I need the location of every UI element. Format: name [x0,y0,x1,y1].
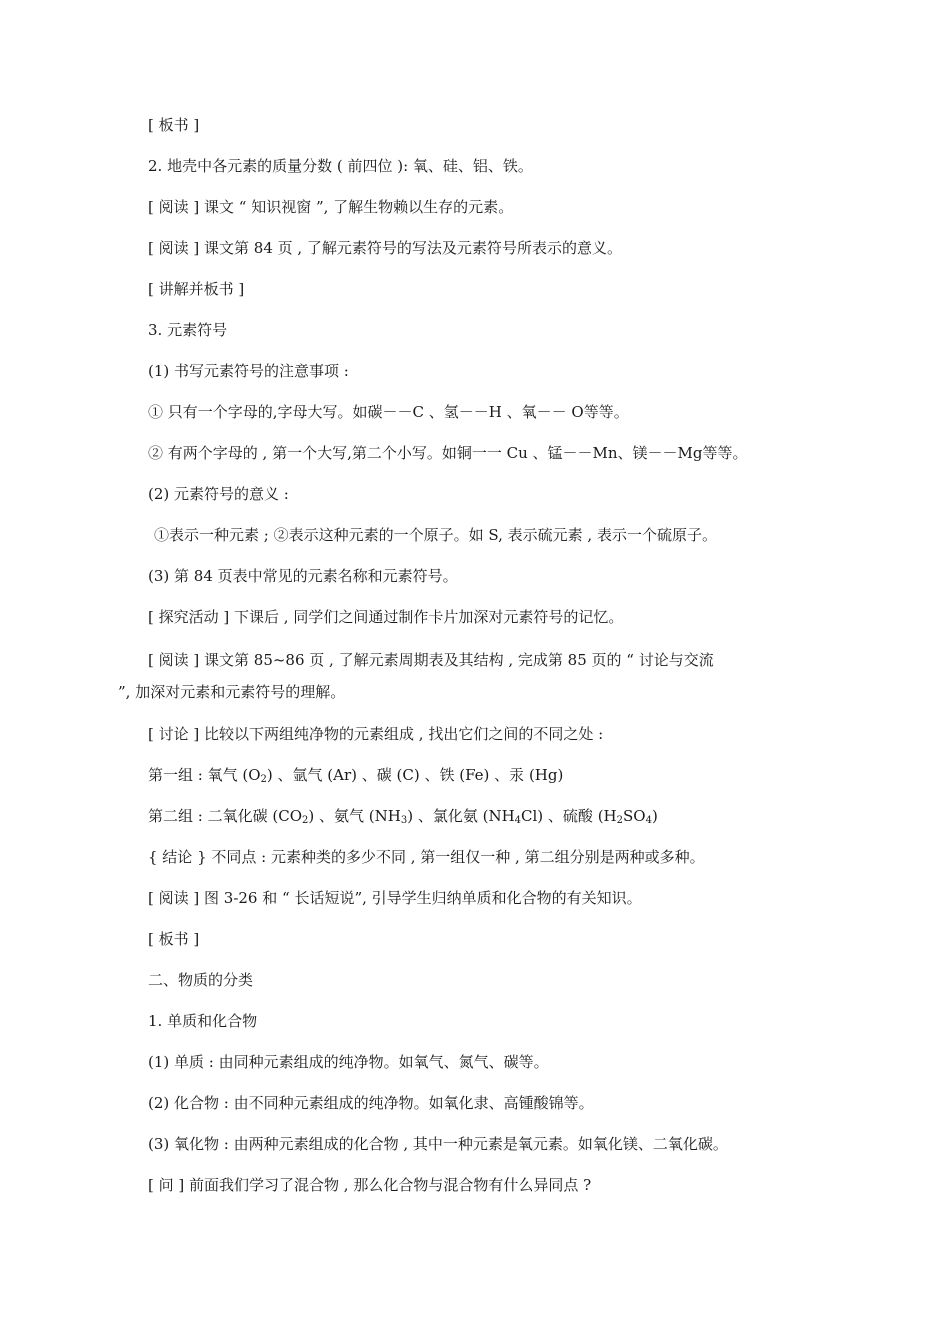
text-line-question: [ 问 ] 前面我们学习了混合物 , 那么化合物与混合物有什么异同点 ? [148,1176,592,1194]
text-line-board-2: [ 板书 ] [148,930,200,948]
text-line-conclusion: { 结论 } 不同点 : 元素种类的多少不同 , 第一组仅一种 , 第二组分别是两种或多种。 [148,848,705,866]
text-line-meaning-detail: ①表示一种元素 ; ②表示这种元素的一个原子。如 S, 表示硫元素 , 表示一个硫原子。 [154,526,717,544]
text-line-read-page84: [ 阅读 ] 课文第 84 页 , 了解元素符号的写法及元素符号所表示的意义。 [148,239,622,257]
text-line-two-letters: ② 有两个字母的 , 第一个大写,第二个小写。如铜一一 Cu 、锰－－Mn、镁－－Mg等等。 [148,444,748,462]
group2-subscript: 3 [400,815,408,826]
text-line-symbol-meaning: (2) 元素符号的意义 : [148,485,289,503]
group2-subscript: 2 [616,815,624,826]
group1-prefix: 第一组 : 氧气 (O [148,766,261,784]
text-line-one-letter: ① 只有一个字母的,字母大写。如碳－－C 、氢－－H 、氧－－ O等等。 [148,403,629,421]
group2-part: ) [651,807,658,825]
group2-subscript: 2 [302,815,309,826]
text-line-crust-elements: 2. 地壳中各元素的质量分数 ( 前四位 ): 氧、硅、铝、铁。 [148,157,533,175]
group2-part: ) 、氨气 (NH [308,807,401,825]
group2-subscript: 4 [514,815,522,826]
text-line-element-symbol: 3. 元素符号 [148,321,228,339]
text-line-explain-board: [ 讲解并板书 ] [148,280,245,298]
text-line-group2 [148,806,658,826]
text-line-explore-activity: [ 探究活动 ] 下课后 , 同学们之间通过制作卡片加深对元素符号的记忆。 [148,608,624,626]
group1-rest: ) 、氩气 (Ar) 、碳 (C) 、铁 (Fe) 、汞 (Hg) [266,766,564,784]
group2-part: Cl) 、硫酸 (H [521,807,617,825]
group1-subscript: 2 [260,774,267,785]
text-line-read-window: [ 阅读 ] 课文 “ 知识视窗 ”, 了解生物赖以生存的元素。 [148,198,514,216]
text-line-table-page84: (3) 第 84 页表中常见的元素名称和元素符号。 [148,567,458,585]
text-line-writing-notes: (1) 书写元素符号的注意事项 : [148,362,349,380]
text-line-read-figure: [ 阅读 ] 图 3-26 和 “ 长话短说”, 引导学生归纳单质和化合物的有关知识。 [148,889,642,907]
group2-part: 第二组 : 二氧化碳 (CO [148,807,302,825]
group2-part: SO [623,807,646,825]
text-line-classification: 二、物质的分类 [148,971,254,989]
text-line-oxide: (3) 氧化物 : 由两种元素组成的化合物 , 其中一种元素是氧元素。如氧化镁、二氧化碳。 [148,1135,728,1153]
text-line-compound: (2) 化合物 : 由不同种元素组成的纯净物。如氧化隶、高锺酸锦等。 [148,1094,594,1112]
text-line-read-periodic-cont: ”, 加深对元素和元素符号的理解。 [118,683,346,701]
group2-subscript: 4 [645,815,652,826]
text-line-discussion: [ 讨论 ] 比较以下两组纯净物的元素组成 , 找出它们之间的不同之处 : [148,725,604,743]
text-line-element-substance: (1) 单质 : 由同种元素组成的纯净物。如氧气、氮气、碳等。 [148,1053,549,1071]
text-line-board-1: [ 板书 ] [148,116,200,134]
text-line-read-periodic: [ 阅读 ] 课文第 85~86 页 , 了解元素周期表及其结构 , 完成第 85 页的 “ 讨论与交流 [148,651,714,669]
group2-part: ) 、氯化氨 (NH [407,807,515,825]
text-line-element-compound: 1. 单质和化合物 [148,1012,258,1030]
text-line-group1 [148,765,563,785]
